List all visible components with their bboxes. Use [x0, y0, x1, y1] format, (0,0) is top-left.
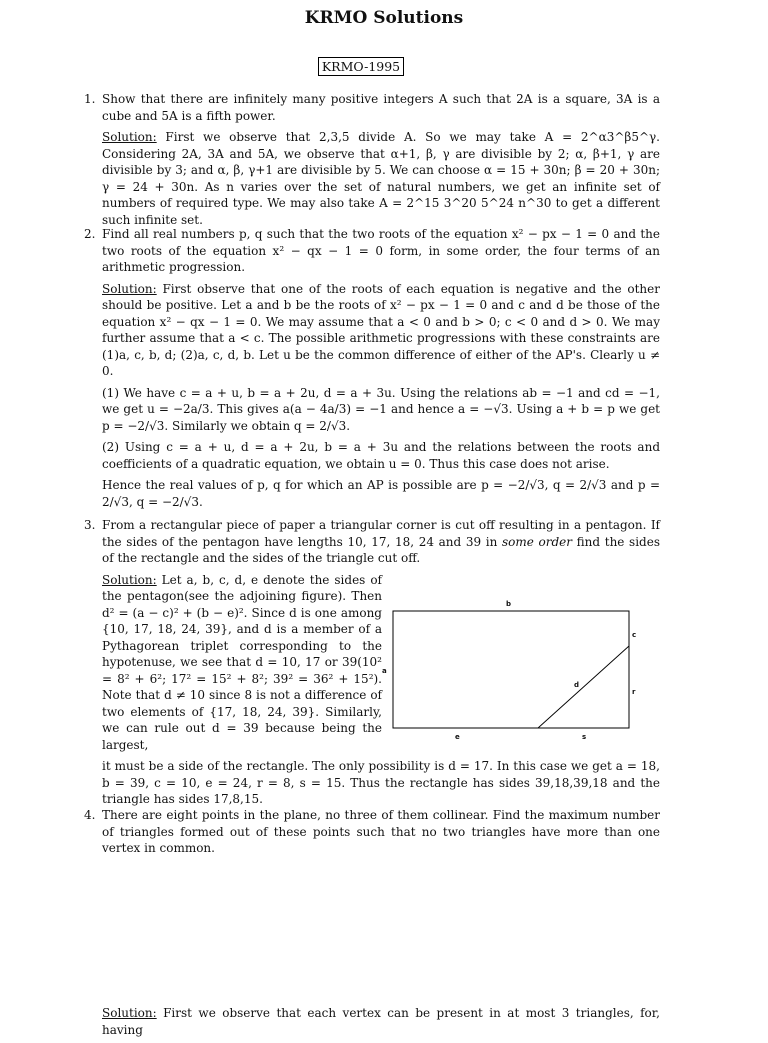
- problem-2: [84, 226, 660, 515]
- solution-text: First observe that one of the roots of each equation is negative and the other should be positive. Let a and b be the roots of x² − px − 1 = 0 and c and d be those of the equation x² − qx − 1 = 0. We may assume that a < 0 and b > 0; c < 0 and d > 0. We may further assume that a < c. The possible arithmetic progressions with these constraints are (1)a, c, b, d; (2)a, c, d, b. Let u be the common difference of either of the AP's. Clearly u ≠ 0.: [102, 281, 660, 378]
- solution-text: Let a, b, c, d, e denote the sides of the pentagon(see the adjoining figure). Then d² = (a − c)² + (b − e)². Since d is one among {10, 17, 18, 24, 39}, and d is a member of a Pythagorean triplet corresponding to the hypotenuse, we see that d = 10, 17 or 39(10² = 8² + 6²; 17² = 15² + 8²; 39² = 36² + 15²). Note that d ≠ 10 since 8 is not a difference of two elements of {17, 18, 24, 39}. Similarly, we can rule out d = 39 because being the largest,: [102, 572, 382, 752]
- problem-number: 2.: [84, 227, 96, 241]
- problem-number: 4.: [84, 808, 96, 822]
- solution-label: Solution:: [102, 130, 157, 144]
- cut-line: [538, 646, 629, 728]
- problem-solution: [102, 572, 382, 754]
- statement-emphasis: some order: [502, 534, 573, 549]
- statement-part: From a rectangular piece of paper a triangular corner is cut off resulting in a pentagon. If the sides of the pentagon have lengths 10, 17, 18, 24 and 39 in: [102, 518, 660, 549]
- solution-text: First we observe that 2,3,5 divide A. So we may take A = 2^α3^β5^γ. Considering 2A, 3A and 5A, we observe that α+1, β, γ are divisible by 2; α, β+1, γ are divisible by 3; and α, β, γ+1 are divisible by 5. We can choose α = 15 + 30n; β = 20 + 30n; γ = 24 + 30n. As n varies over the set of natural numbers, we get an infinite set of numbers of required type. We may also take A = 2^15 3^20 5^24 n^30 to get a different such infinite set.: [102, 130, 660, 227]
- solution-conclusion: Hence the real values of p, q for which an AP is possible are p = −2/√3, q = 2/√3 and p = 2/√3, q = −2/√3.: [102, 478, 660, 509]
- problem-statement: Find all real numbers p, q such that the two roots of the equation x² − px − 1 = 0 and the two roots of the equation x² − qx − 1 = 0 form, in some order, the four terms of an arithmetic progression.: [102, 227, 660, 274]
- solution-case-2: (2) Using c = a + u, d = a + 2u, b = a + 3u and the relations between the roots and coefficients of a quadratic equation, we obtain u = 0. Thus this case does not arise.: [102, 440, 660, 471]
- problem-solution: [102, 281, 660, 380]
- problem-statement: There are eight points in the plane, no three of them collinear. Find the maximum number of triangles formed out of these points such that no two triangles have more than one vertex in common.: [102, 808, 660, 855]
- problem-number: 1.: [84, 92, 96, 106]
- pentagon-diagram: [378, 596, 654, 746]
- statement-part: find the sides of the rectangle and the sides of the triangle cut off.: [102, 534, 660, 565]
- problem-statement: [102, 517, 660, 567]
- problem-1: [84, 91, 660, 233]
- label-e: e: [455, 733, 460, 741]
- problem-statement: Show that there are infinitely many positive integers A such that 2A is a square, 3A is a cube and 5A is a fifth power.: [102, 92, 660, 123]
- solution-continuation: it must be a side of the rectangle. The only possibility is d = 17. In this case we get a = 18, b = 39, c = 10, e = 24, r = 8, s = 15. Thus the rectangle has sides 39,18,39,18 and the triangle has sides 17,8,15.: [102, 759, 660, 806]
- label-r: r: [632, 688, 636, 696]
- problem-solution: [102, 1005, 660, 1038]
- solution-case-1: (1) We have c = a + u, b = a + 2u, d = a + 3u. Using the relations ab = −1 and cd = −1, we get u = −2a/3. This gives a(a − 4a/3) = −1 and hence a = −√3. Using a + b = p we get p = −2/√3. Similarly we obtain q = 2/√3.: [102, 385, 660, 433]
- pentagon-figure: [378, 596, 654, 746]
- label-b: b: [506, 600, 512, 608]
- solution-label: Solution:: [102, 572, 157, 587]
- label-a: a: [382, 667, 387, 675]
- document-title: KRMO Solutions: [304, 8, 464, 28]
- solution-label: Solution:: [102, 281, 157, 296]
- rectangle-outline: [393, 611, 629, 728]
- label-s: s: [582, 733, 587, 741]
- solution-label: Solution:: [102, 1006, 157, 1020]
- problem-4-solution: [84, 1005, 660, 1043]
- solution-text: First we observe that each vertex can be present in at most 3 triangles, for, having: [102, 1006, 660, 1037]
- label-c: c: [632, 631, 637, 639]
- problem-number: 3.: [84, 518, 96, 532]
- problem-4: [84, 807, 660, 862]
- label-d: d: [574, 681, 580, 689]
- problem-solution: [102, 129, 660, 228]
- section-label: KRMO-1995: [318, 57, 404, 76]
